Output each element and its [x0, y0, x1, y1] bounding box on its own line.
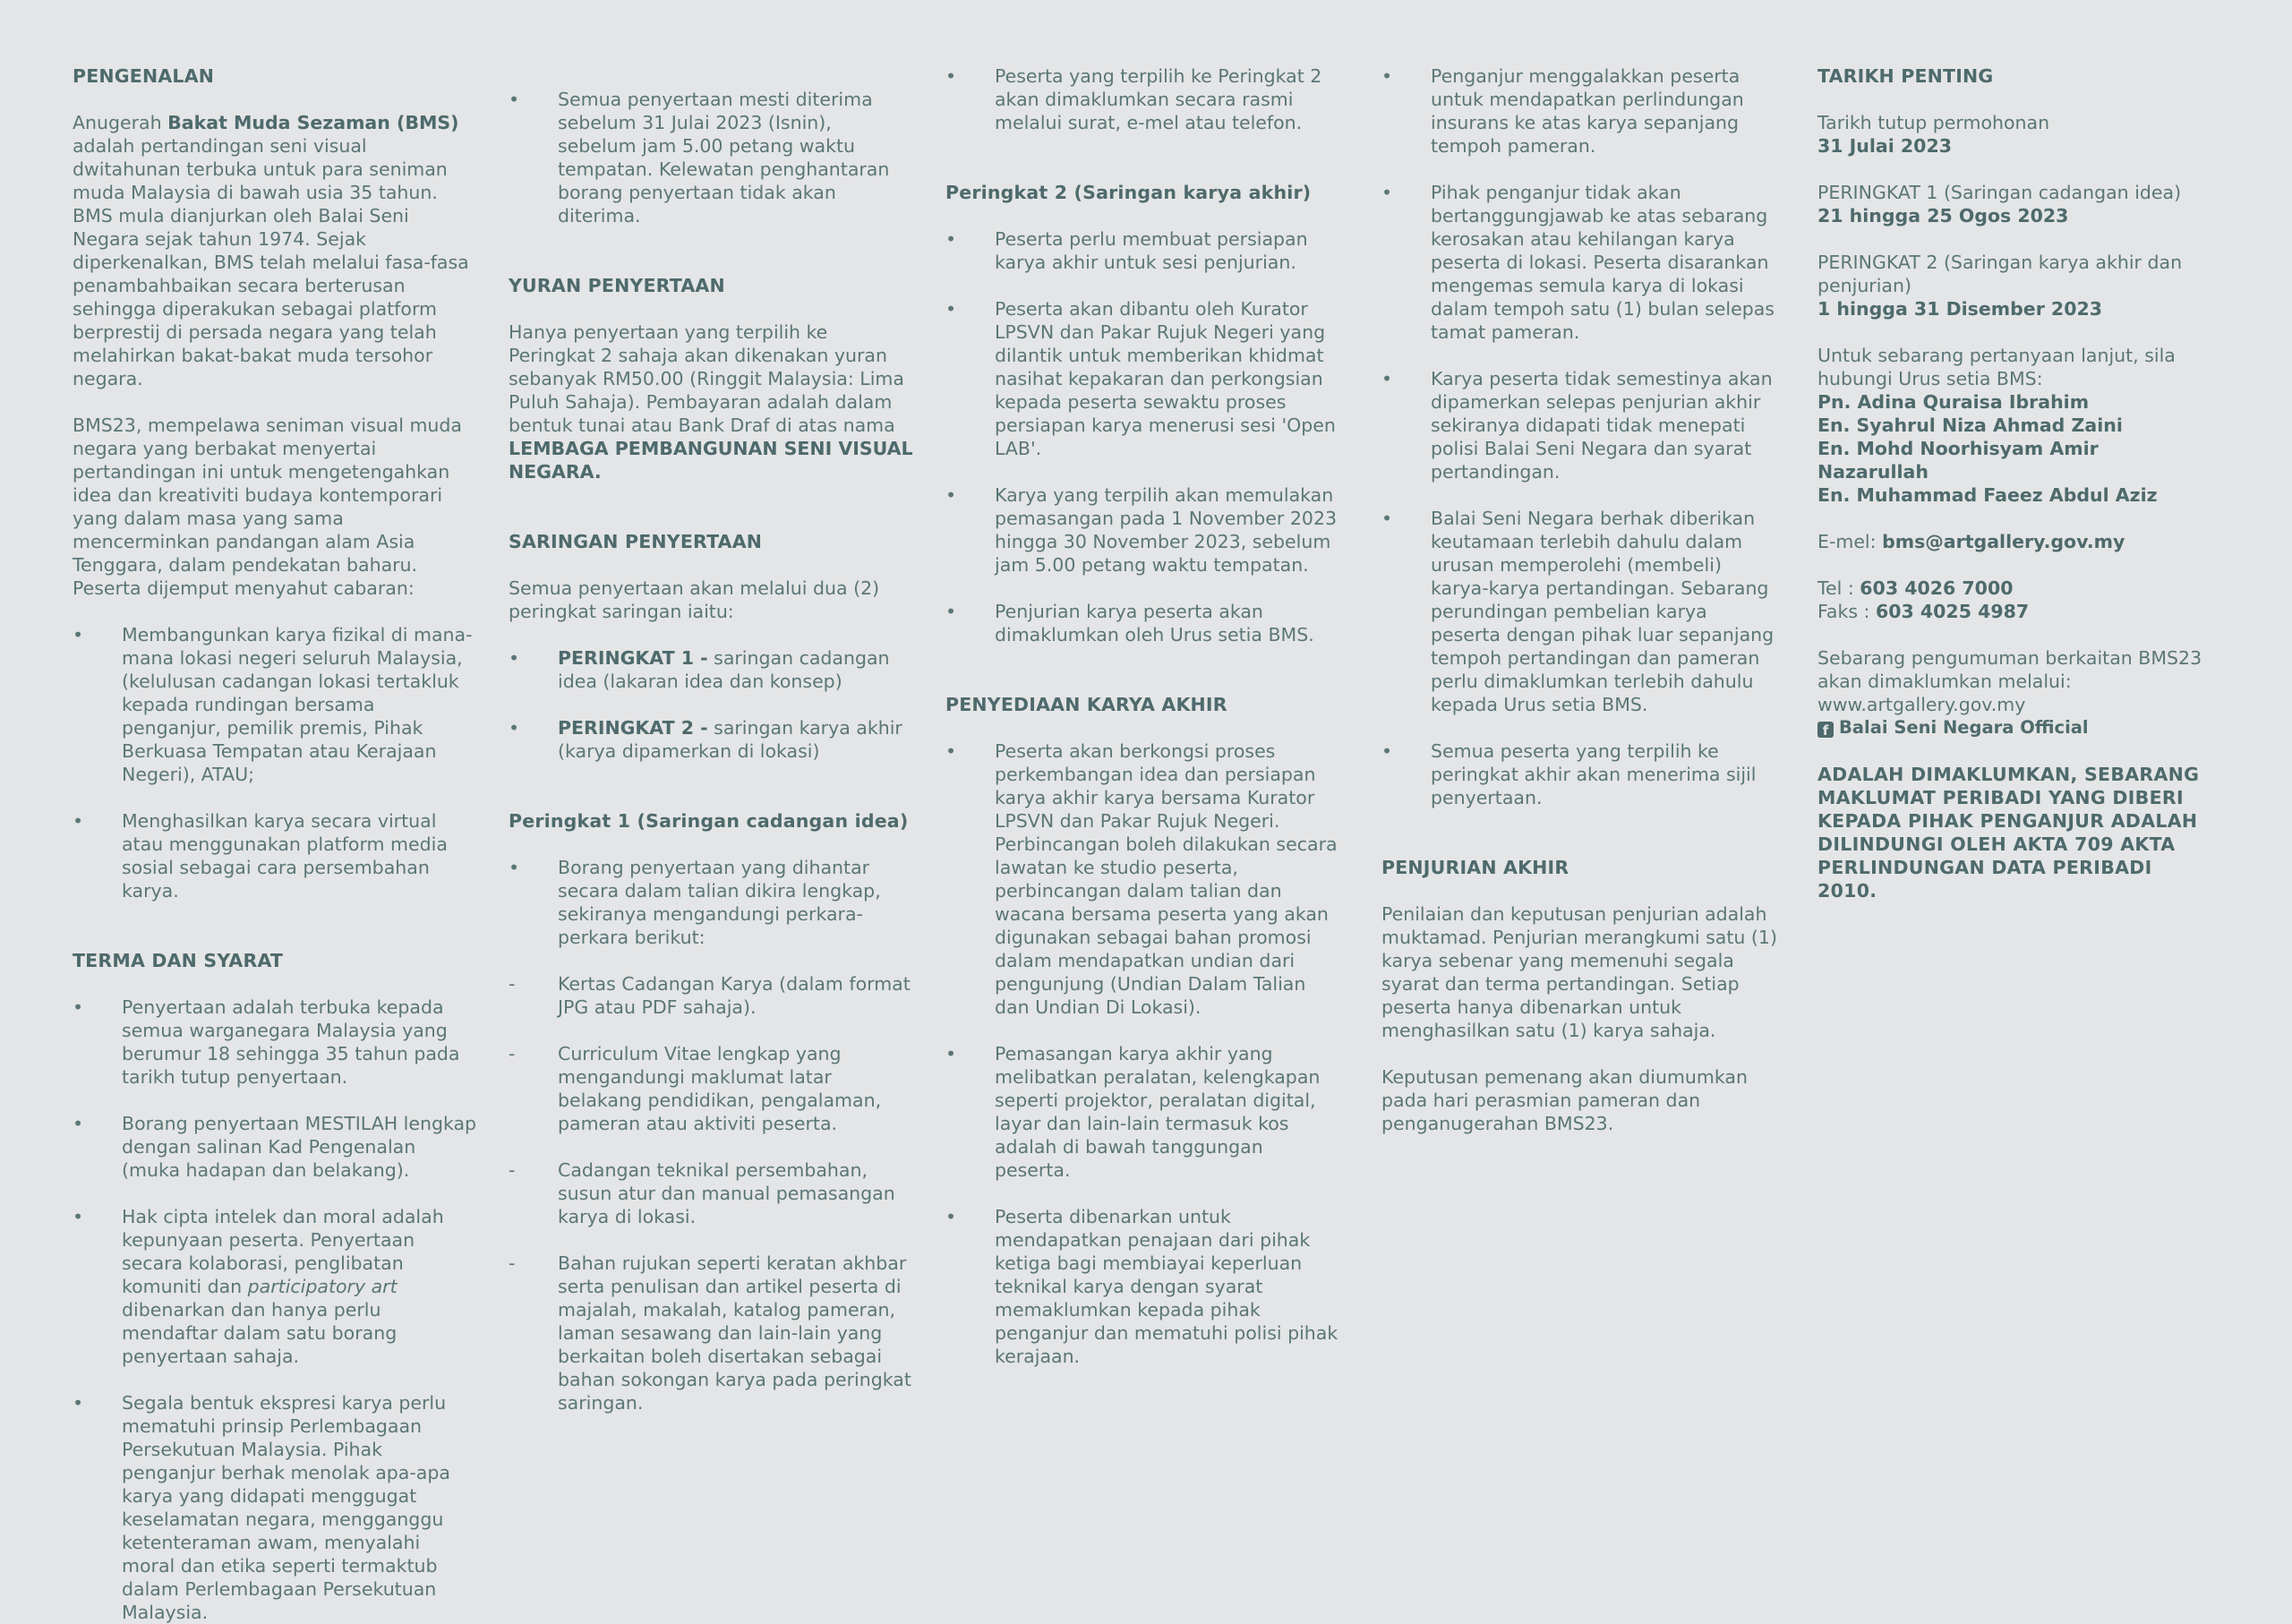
bullet-item: • Peserta akan berkongsi proses perkembangan idea dan persiapan karya akhir karya bersama Kurator LPSVN dan Pakar Rujuk Negeri. Perbincangan boleh dilakukan secara lawatan ke studio peserta, perbincangan dalam talian dan wacana bersama peserta yang akan digunakan sebagai bahan promosi dalam mendapatkan undian dari pengunjung (Undian Dalam Talian dan Undian Di Lokasi).	[945, 740, 1338, 1018]
website-link[interactable]: www.artgallery.gov.my	[1817, 694, 2026, 715]
subsection-heading: Peringkat 1 (Saringan cadangan idea)	[509, 810, 909, 832]
facebook-line[interactable]: f Balai Seni Negara Official	[1817, 716, 2211, 739]
fax-line: Faks : 603 4025 4987	[1817, 601, 2030, 622]
subsection-heading: Peringkat 2 (Saringan karya akhir)	[945, 182, 1312, 203]
email-link[interactable]: bms@artgallery.gov.my	[1882, 531, 2125, 552]
bullet-item: • Peserta akan dibantu oleh Kurator LPSVN dan Pakar Rujuk Negeri yang dilantik untuk memberikan khidmat nasihat kepakaran dan perkongsian kepada peserta sewaktu proses persiapan karya menerusi sesi 'Open LAB'.	[945, 298, 1336, 459]
bullet-item: • Peserta yang terpilih ke Peringkat 2 akan dimaklumkan secara rasmi melalui surat, e-mel atau telefon.	[945, 65, 1322, 133]
section-heading: SARINGAN PENYERTAAN	[509, 531, 763, 552]
judging-paragraph: Penilaian dan keputusan penjurian adalah muktamad. Penjurian merangkumi satu (1) karya sebenar yang memenuhi segala syarat dan terma pertandingan. Setiap peserta hanya dibenarkan untuk menghasilkan satu (1) karya sahaja.	[1381, 903, 1777, 1041]
date-value: 21 hingga 25 Ogos 2023	[1817, 205, 2069, 227]
bullet-item: • Penjurian karya peserta akan dimaklumkan oleh Urus setia BMS.	[945, 601, 1314, 645]
contact-text: Untuk sebarang pertanyaan lanjut, sila hubungi Urus setia BMS:	[1817, 345, 2176, 389]
dash-item: - Bahan rujukan seperti keratan akhbar serta penulisan dan artikel peserta di majalah, makalah, katalog pameran, laman sesawang dan lain-lain yang berkaitan boleh disertakan sebagai bahan sokongan karya pada peringkat saringan.	[509, 1252, 911, 1414]
contact-name: En. Muhammad Faeez Abdul Aziz	[1817, 484, 2158, 506]
bullet-item: • Segala bentuk ekspresi karya perlu mematuhi prinsip Perlembagaan Persekutuan Malaysia. Pihak penganjur berhak menolak apa-apa karya yang didapati menggugat keselamatan negara, mengganggu ketenteraman awam, menyalahi moral dan etika seperti termaktub dalam Perlembagaan Persekutuan Malaysia.	[73, 1392, 450, 1623]
facebook-icon: f	[1817, 722, 1834, 738]
bullet-item: • Membangunkan karya fizikal di mana-mana lokasi negeri seluruh Malaysia, (kelulusan cadangan lokasi tertakluk kepada rundingan bersama penganjur, pemilik premis, Pihak Berkuasa Tempatan atau Kerajaan Negeri), ATAU;	[73, 624, 473, 785]
bullet-item: • Menghasilkan karya secara virtual atau menggunakan platform media sosial sebagai cara persembahan karya.	[73, 810, 448, 902]
bullet-item: • Penganjur menggalakkan peserta untuk mendapatkan perlindungan insurans ke atas karya sepanjang tempoh pameran.	[1381, 65, 1744, 157]
bullet-item: • PERINGKAT 2 - saringan karya akhir (karya dipamerkan di lokasi)	[509, 717, 902, 762]
bullet-item: • Pemasangan karya akhir yang melibatkan peralatan, kelengkapan seperti projektor, peralatan digital, layar dan lain-lain termasuk kos adalah di bawah tanggungan peserta.	[945, 1043, 1321, 1181]
date-label: PERINGKAT 1 (Saringan cadangan idea)	[1817, 182, 2182, 203]
section-heading: PENJURIAN AKHIR	[1381, 857, 1569, 878]
section-heading: PENYEDIAAN KARYA AKHIR	[945, 694, 1227, 715]
bullet-item: • Peserta perlu membuat persiapan karya akhir untuk sesi penjurian.	[945, 228, 1308, 273]
column-1	[73, 64, 477, 1624]
bullet-item: • Balai Seni Negara berhak diberikan keutamaan terlebih dahulu dalam urusan memperolehi (membeli) karya-karya pertandingan. Sebarang perundingan pembelian karya peserta dengan pihak luar sepanjang tempoh pertandingan dan pameran perlu dimaklumkan terlebih dahulu kepada Urus setia BMS.	[1381, 508, 1775, 715]
bullet-item: • Semua penyertaan mesti diterima sebelum 31 Julai 2023 (Isnin), sebelum jam 5.00 petang waktu tempatan. Kelewatan penghantaran borang penyertaan tidak akan diterima.	[509, 89, 890, 227]
bullet-item: • PERINGKAT 1 - saringan cadangan idea (lakaran idea dan konsep)	[509, 647, 890, 692]
bullet-item: • Borang penyertaan yang dihantar secara dalam talian dikira lengkap, sekiranya mengandungi perkara-perkara berikut:	[509, 857, 881, 948]
column-5	[1817, 64, 2211, 902]
contact-name: En. Syahrul Niza Ahmad Zaini	[1817, 415, 2123, 436]
column-3	[945, 64, 1344, 1368]
contact-name: Pn. Adina Quraisa Ibrahim	[1817, 391, 2090, 413]
date-value: 31 Julai 2023	[1817, 135, 1952, 157]
date-label: Tarikh tutup permohonan	[1817, 112, 2050, 133]
dash-item: - Curriculum Vitae lengkap yang mengandungi maklumat latar belakang pendidikan, pengalaman, pameran atau aktiviti peserta.	[509, 1043, 882, 1134]
bullet-item: • Semua peserta yang terpilih ke peringkat akhir akan menerima sijil penyertaan.	[1381, 740, 1757, 808]
bullet-item: • Hak cipta intelek dan moral adalah kepunyaan peserta. Penyertaan secara kolaborasi, penglibatan komuniti dan participatory art dibenarkan dan hanya perlu mendaftar dalam satu borang penyertaan sahaja.	[73, 1206, 444, 1367]
date-value: 1 hingga 31 Disember 2023	[1817, 298, 2102, 320]
section-heading: TARIKH PENTING	[1817, 65, 1994, 87]
bullet-item: • Peserta dibenarkan untuk mendapatkan penajaan dari pihak ketiga bagi membiayai keperluan teknikal karya dengan syarat memaklumkan kepada pihak penganjur dan mematuhi polisi pihak kerajaan.	[945, 1206, 1338, 1367]
column-2	[509, 64, 913, 1415]
bullet-item: • Karya peserta tidak semestinya akan dipamerkan selepas penjurian akhir sekiranya didapati tidak menepati polisi Balai Seni Negara dan syarat pertandingan.	[1381, 368, 1773, 483]
announce-text: Sebarang pengumuman berkaitan BMS23 akan dimaklumkan melalui:	[1817, 647, 2202, 692]
bullet-item: • Borang penyertaan MESTILAH lengkap dengan salinan Kad Pengenalan (muka hadapan dan belakang).	[73, 1113, 477, 1181]
section-heading: YURAN PENYERTAAN	[509, 275, 725, 296]
date-label: PERINGKAT 2 (Saringan karya akhir dan penjurian)	[1817, 252, 2183, 296]
bullet-item: • Pihak penganjur tidak akan bertanggungjawab ke atas sebarang kerosakan atau kehilangan karya peserta di lokasi. Peserta disarankan mengemas semula karya di lokasi dalam tempoh satu (1) bulan selepas tamat pameran.	[1381, 182, 1775, 343]
fax-number: 603 4025 4987	[1875, 601, 2030, 622]
contact-name: En. Mohd Noorhisyam Amir Nazarullah	[1817, 438, 2099, 483]
section-heading: TERMA DAN SYARAT	[73, 950, 284, 971]
intro-paragraph-2: BMS23, mempelawa seniman visual muda negara yang berbakat menyertai pertandingan ini untuk mengetengahkan idea dan kreativiti budaya kontemporari yang dalam masa yang sama mencerminkan pandangan alam Asia Tenggara, dalam pendekatan baharu. Peserta dijemput menyahut cabaran:	[73, 415, 462, 599]
intro-paragraph: Anugerah Bakat Muda Sezaman (BMS) adalah pertandingan seni visual dwitahunan terbuka untuk para seniman muda Malaysia di bawah usia 35 tahun. BMS mula dianjurkan oleh Balai Seni Negara sejak tahun 1974. Sejak diperkenalkan, BMS telah melalui fasa-fasa penambahbaikan secara berterusan sehingga diperakukan sebagai platform berprestij di persada negara yang telah melahirkan bakat-bakat muda tersohor negara.	[73, 112, 469, 389]
column-4	[1381, 64, 1780, 1135]
tel-line: Tel : 603 4026 7000	[1817, 577, 2014, 599]
judging-paragraph-2: Keputusan pemenang akan diumumkan pada hari perasmian pameran dan penganugerahan BMS23.	[1381, 1066, 1748, 1134]
fee-paragraph: Hanya penyertaan yang terpilih ke Peringkat 2 sahaja akan dikenakan yuran sebanyak RM50.00 (Ringgit Malaysia: Lima Puluh Sahaja). Pembayaran adalah dalam bentuk tunai atau Bank Draf di atas nama LEMBAGA PEMBANGUNAN SENI VISUAL NEGARA.	[509, 321, 913, 483]
dash-item: - Kertas Cadangan Karya (dalam format JPG atau PDF sahaja).	[509, 973, 911, 1018]
section-heading: PENGENALAN	[73, 65, 215, 87]
email-line: E-mel: bms@artgallery.gov.my	[1817, 531, 2125, 552]
privacy-notice: ADALAH DIMAKLUMKAN, SEBARANG MAKLUMAT PERIBADI YANG DIBERI KEPADA PIHAK PENGANJUR ADALAH DILINDUNGI OLEH AKTA 709 AKTA PERLINDUNGAN DATA PERIBADI 2010.	[1817, 764, 2200, 902]
screening-paragraph: Semua penyertaan akan melalui dua (2) peringkat saringan iaitu:	[509, 577, 880, 622]
bullet-item: • Penyertaan adalah terbuka kepada semua warganegara Malaysia yang berumur 18 sehingga 35 tahun pada tarikh tutup penyertaan.	[73, 996, 460, 1088]
bullet-item: • Karya yang terpilih akan memulakan pemasangan pada 1 November 2023 hingga 30 November 2023, sebelum jam 5.00 petang waktu tempatan.	[945, 484, 1338, 576]
dash-item: - Cadangan teknikal persembahan, susun atur dan manual pemasangan karya di lokasi.	[509, 1159, 895, 1227]
tel-number: 603 4026 7000	[1860, 577, 2014, 599]
